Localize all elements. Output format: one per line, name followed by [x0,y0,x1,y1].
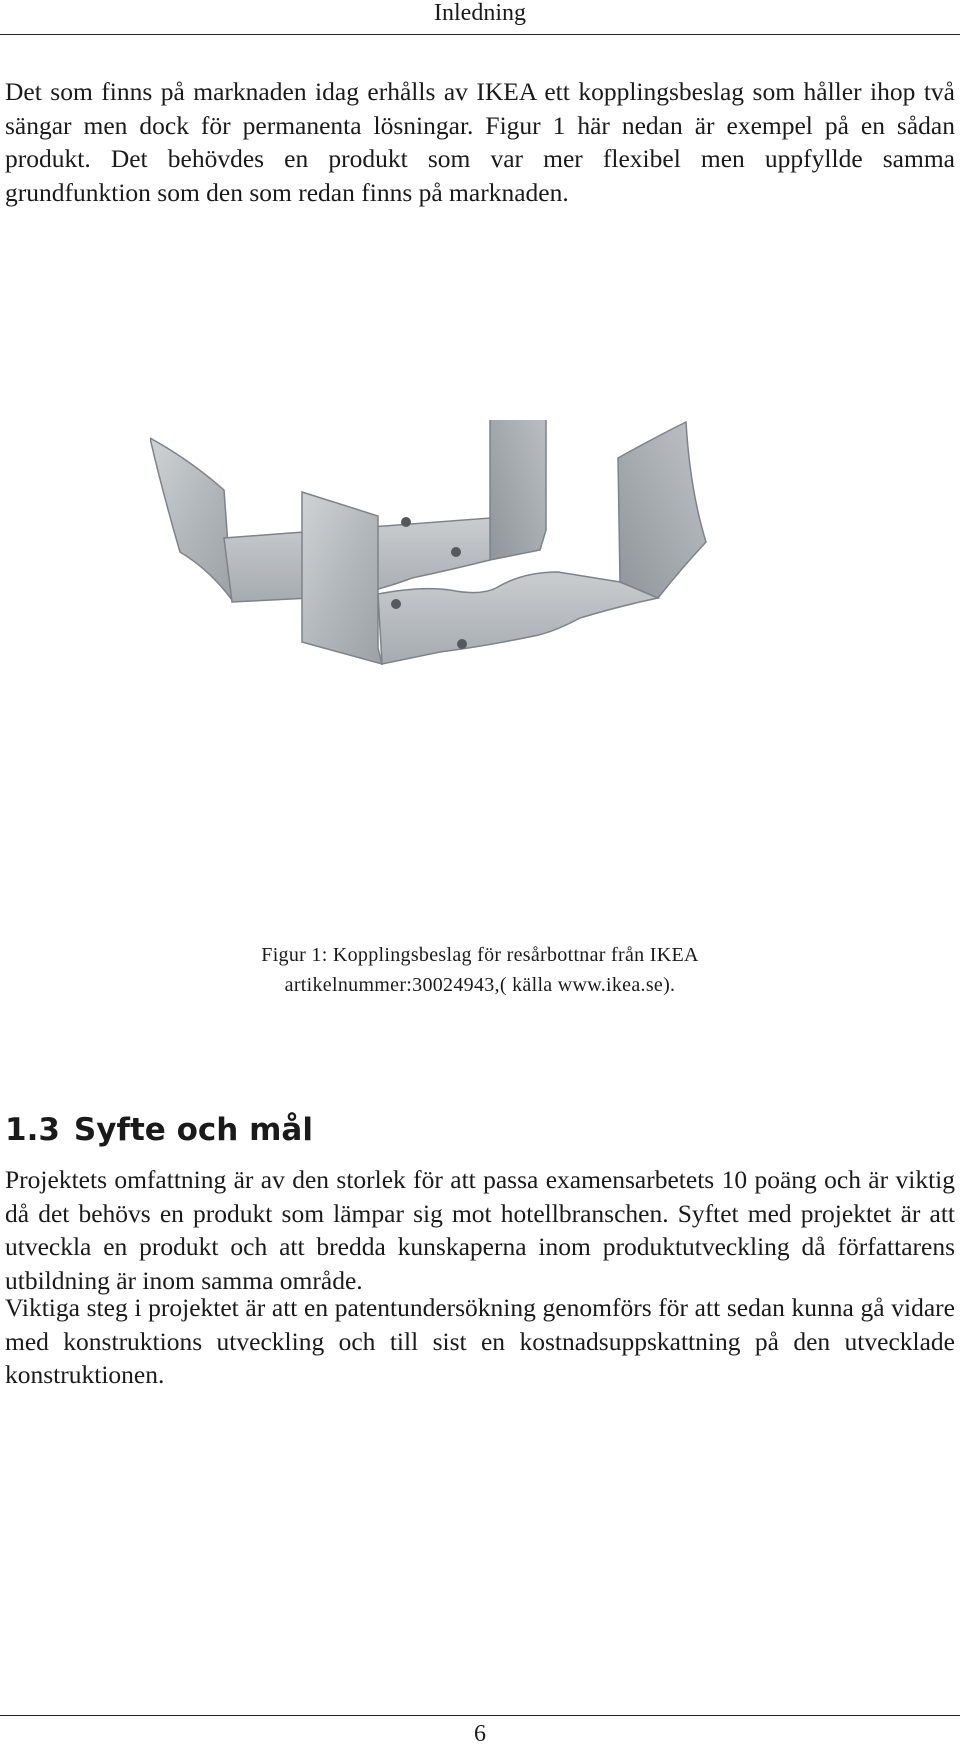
front-bracket-right-wall [618,422,706,598]
front-bracket-hole [391,599,401,609]
figure-image-bracket [150,420,770,760]
section-paragraph-1: Projektets omfattning är av den storlek för att passa examensarbetets 10 poäng och är viktig då det behövs en produkt som lämpar sig mot hotellbranschen. Syftet med projektet är att utveckla en produkt och att bredda kunskaperna inom produktutveckling då författarens utbildning är inom samma område. [5,1165,955,1295]
section-paragraph-2: Viktiga steg i projektet är att en patentundersökning genomförs för att sedan kunna gå vidare med konstruktions utveckling och till sist en kostnadsuppskattning på den utvecklade konstruktionen. [5,1293,955,1389]
back-bracket-hole [451,547,461,557]
section-number: 1.3 [5,1112,60,1148]
page-header: Inledning [434,0,526,26]
front-bracket-left-wall [302,492,382,664]
front-bracket-base [378,572,658,664]
figure-caption [0,940,960,1000]
section-title: Syfte och mål [73,1112,313,1148]
page-number: 6 [474,1721,486,1747]
figure-caption-line-2: artikelnummer:30024943,( källa www.ikea.se). [284,974,676,996]
intro-paragraph: Det som finns på marknaden idag erhålls av IKEA ett kopplingsbeslag som håller ihop två sängar men dock för permanenta lösningar. Figur 1 här nedan är exempel på en sådan produkt. Det behövdes en produkt som var mer flexibel men uppfyllde samma grundfunktion som den som redan finns på marknaden. [5,77,955,207]
back-bracket-left-wall [150,438,232,600]
back-bracket-rear-wall [490,420,546,560]
bracket-illustration [150,420,770,760]
figure-caption-line-1: Figur 1: Kopplingsbeslag för resårbottnar från IKEA [261,944,699,966]
section-heading [5,1110,313,1150]
footer-divider [0,1715,960,1716]
header-divider [0,34,960,35]
back-bracket-hole [401,517,411,527]
front-bracket-hole [457,639,467,649]
